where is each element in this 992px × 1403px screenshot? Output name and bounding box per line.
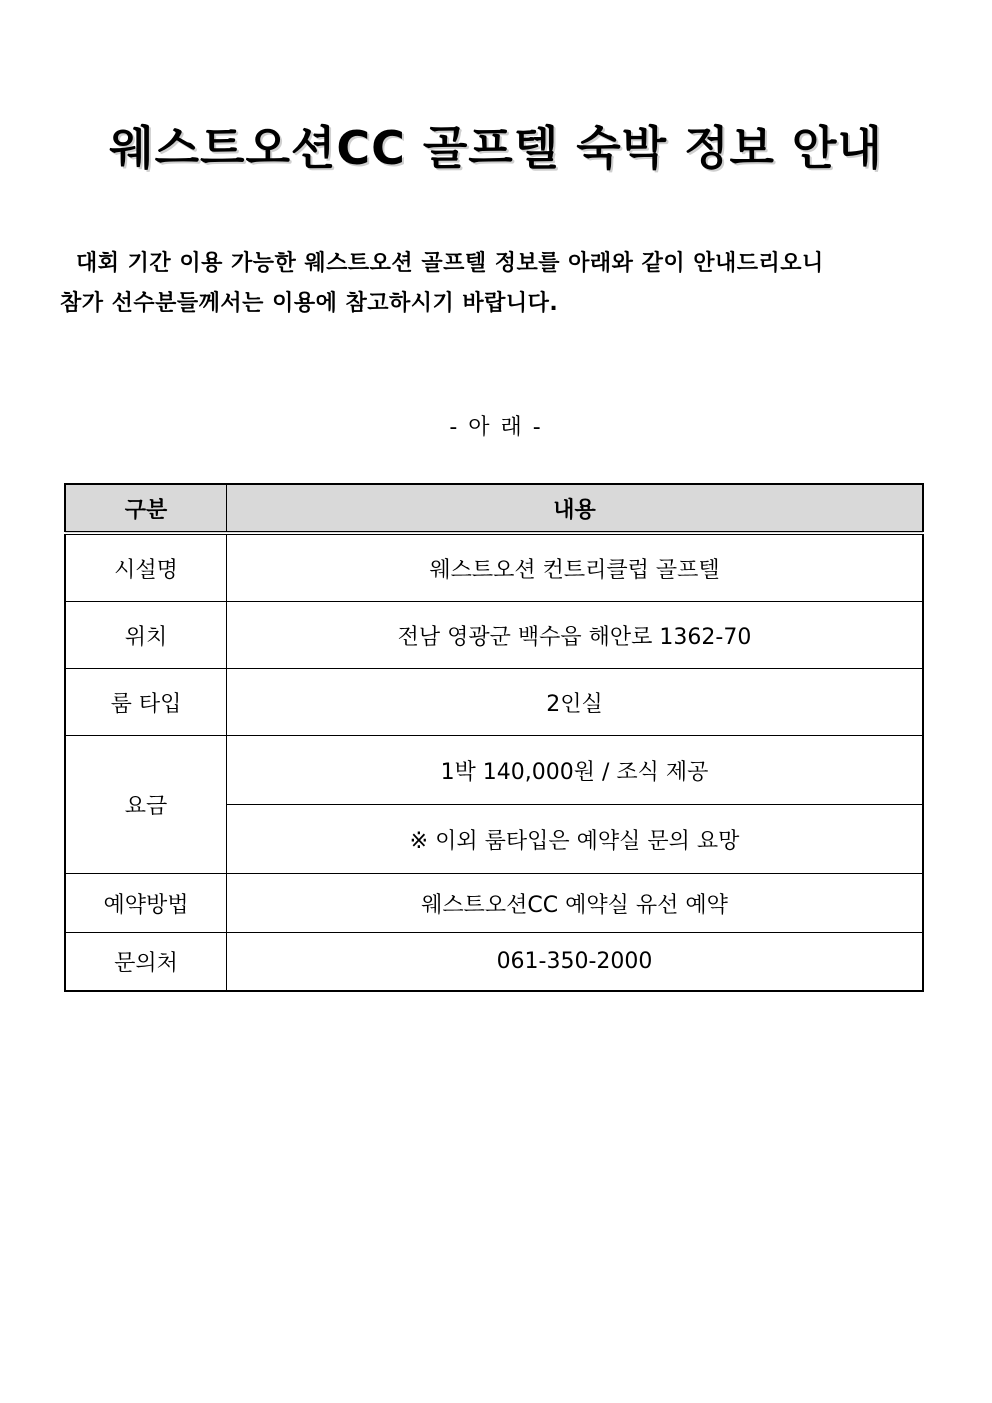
accommodation-info-table [64,483,924,992]
location-label: 위치 [65,602,227,669]
table-row [65,736,923,805]
header-content: 내용 [227,484,924,533]
header-category: 구분 [65,484,227,533]
table-row [65,933,923,992]
intro-paragraph [60,244,940,324]
table-row [65,669,923,736]
contact-value: 061-350-2000 [227,933,924,992]
table-row [65,874,923,933]
table-header-row [65,484,923,533]
intro-line-2: 참가 선수분들께서는 이용에 참고하시기 바랍니다. [60,291,559,316]
location-value: 전남 영광군 백수읍 해안로 1362-70 [227,602,924,669]
room-type-label: 룸 타입 [65,669,227,736]
facility-label: 시설명 [65,533,227,602]
table-row [65,533,923,602]
rate-label: 요금 [65,736,227,874]
rate-note: ※ 이외 룸타입은 예약실 문의 요망 [227,805,924,874]
intro-line-1: 대회 기간 이용 가능한 웨스트오션 골프텔 정보를 아래와 같이 안내드리오니 [76,251,824,276]
page-title: 웨스트오션CC 골프텔 숙박 정보 안내 [109,121,883,175]
room-type-value: 2인실 [227,669,924,736]
section-notice: - 아 래 - [449,415,543,440]
booking-label: 예약방법 [65,874,227,933]
rate-value: 1박 140,000원 / 조식 제공 [227,736,924,805]
contact-label: 문의처 [65,933,227,992]
booking-value: 웨스트오션CC 예약실 유선 예약 [227,874,924,933]
table-row [65,602,923,669]
facility-value: 웨스트오션 컨트리클럽 골프텔 [227,533,924,602]
